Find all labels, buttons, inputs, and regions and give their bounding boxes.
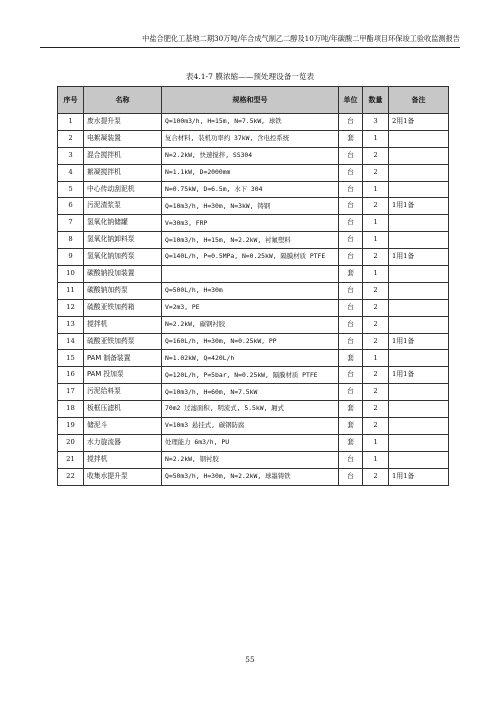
cell-name: 废水提升泵 [84,114,162,131]
table-row [58,333,449,350]
cell-name: 碳酸钠投加装置 [84,266,162,283]
cell-spec: N=2.2kW, 快速搅拌, SS304 [162,147,339,164]
cell-qty: 2 [363,282,389,299]
cell-name: 氢氧化钠卸料泵 [84,232,162,249]
cell-unit: 台 [339,333,363,350]
cell-index: 8 [58,232,84,249]
cell-spec: N=1.02kW, Q=420L/h [162,350,339,367]
cell-note [389,316,449,333]
cell-index: 2 [58,130,84,147]
table-row [58,130,449,147]
cell-name: 中心传动刮泥机 [84,181,162,198]
cell-unit: 台 [339,147,363,164]
table-row [58,468,449,485]
cell-name: 污泥渣浆泵 [84,198,162,215]
cell-qty: 2 [363,401,389,418]
cell-index: 9 [58,249,84,266]
cell-qty: 1 [363,181,389,198]
cell-name: 硫酸亚铁加药泵 [84,333,162,350]
cell-qty: 1 [363,215,389,232]
cell-name: 收集水提升泵 [84,468,162,485]
cell-unit: 台 [339,249,363,266]
cell-index: 11 [58,282,84,299]
cell-index: 4 [58,164,84,181]
cell-qty: 2 [363,198,389,215]
cell-index: 20 [58,434,84,451]
cell-name: 搅拌机 [84,451,162,468]
cell-unit: 台 [339,451,363,468]
cell-qty: 2 [363,147,389,164]
table-header-row [58,87,449,114]
cell-note [389,299,449,316]
cell-index: 15 [58,350,84,367]
cell-index: 19 [58,418,84,435]
cell-name: 污泥给料泵 [84,384,162,401]
cell-name: 碳酸钠加药泵 [84,282,162,299]
cell-spec: Q=160L/h, H=30m, N=0.25kW, PP [162,333,339,350]
cell-qty: 1 [363,451,389,468]
cell-qty: 2 [363,468,389,485]
cell-unit: 套 [339,266,363,283]
cell-qty: 1 [363,434,389,451]
cell-spec: Q=500L/h, H=30m [162,282,339,299]
header-spec: 规格和型号 [162,87,339,114]
cell-index: 5 [58,181,84,198]
cell-unit: 台 [339,181,363,198]
page-header: 中盐合肥化工基地二期30万吨/年合成气制乙二醇及10万吨/年碳酸二甲酯项目环保竣工验收监测报告 [142,34,460,43]
cell-name: 絮凝搅拌机 [84,164,162,181]
cell-unit: 台 [339,367,363,384]
cell-spec: Q=100m3/h, H=15m, N=7.5kW, 球铁 [162,114,339,131]
table-row [58,215,449,232]
cell-qty: 2 [363,299,389,316]
cell-qty: 2 [363,164,389,181]
cell-name: 氢氧化钠加药泵 [84,249,162,266]
cell-index: 21 [58,451,84,468]
cell-note: 1用1备 [389,249,449,266]
cell-name: PAM 投加泵 [84,367,162,384]
cell-note [389,181,449,198]
cell-index: 17 [58,384,84,401]
cell-unit: 套 [339,418,363,435]
cell-unit: 台 [339,316,363,333]
cell-index: 10 [58,266,84,283]
cell-index: 16 [58,367,84,384]
cell-note: 1用1备 [389,333,449,350]
cell-unit: 套 [339,434,363,451]
table-row [58,266,449,283]
table-row [58,147,449,164]
cell-name: PAM 制备装置 [84,350,162,367]
cell-qty: 2 [363,316,389,333]
cell-note [389,418,449,435]
cell-name: 氢氧化钠储罐 [84,215,162,232]
table-row [58,114,449,131]
header-name: 名称 [84,87,162,114]
cell-unit: 台 [339,384,363,401]
cell-qty: 3 [363,114,389,131]
cell-spec: N=2.2kW, 碳钢衬胶 [162,316,339,333]
table-row [58,418,449,435]
table-row [58,451,449,468]
cell-spec: Q=120L/h, P=5bar, N=0.25kW, 隔膜材质 PTFE [162,367,339,384]
cell-index: 3 [58,147,84,164]
cell-qty: 1 [363,130,389,147]
cell-name: 电絮凝装置 [84,130,162,147]
cell-name: 搅拌机 [84,316,162,333]
cell-index: 12 [58,299,84,316]
cell-index: 22 [58,468,84,485]
cell-note [389,384,449,401]
cell-unit: 套 [339,130,363,147]
cell-unit: 台 [339,164,363,181]
cell-note: 1用1备 [389,367,449,384]
cell-spec: V=2m3, PE [162,299,339,316]
cell-qty: 2 [363,418,389,435]
cell-note [389,451,449,468]
table-row [58,434,449,451]
cell-index: 14 [58,333,84,350]
equipment-table [57,86,449,486]
table-row [58,316,449,333]
cell-qty: 2 [363,367,389,384]
cell-note [389,164,449,181]
table-row [58,198,449,215]
table-row [58,164,449,181]
cell-qty: 2 [363,333,389,350]
cell-note: 2用1备 [389,114,449,131]
cell-note [389,350,449,367]
cell-qty: 1 [363,232,389,249]
header-divider [40,47,460,48]
table-row [58,384,449,401]
cell-note: 1用1备 [389,468,449,485]
table-row [58,367,449,384]
cell-name: 水力旋流器 [84,434,162,451]
cell-note [389,215,449,232]
header-note: 备注 [389,87,449,114]
cell-unit: 台 [339,198,363,215]
cell-note [389,282,449,299]
cell-unit: 台 [339,282,363,299]
table-row [58,350,449,367]
cell-qty: 1 [363,266,389,283]
cell-spec: Q=140L/h, P=0.5MPa, N=0.25kW, 隔膜材质 PTFE [162,249,339,266]
page-number: 55 [245,655,255,664]
cell-name: 混合搅拌机 [84,147,162,164]
cell-unit: 套 [339,350,363,367]
cell-unit: 台 [339,215,363,232]
header-index: 序号 [58,87,84,114]
cell-note: 1用1备 [389,198,449,215]
cell-index: 13 [58,316,84,333]
cell-note [389,266,449,283]
header-qty: 数量 [363,87,389,114]
cell-unit: 套 [339,401,363,418]
cell-spec: N=2.2kW, 钢衬胶 [162,451,339,468]
cell-note [389,434,449,451]
cell-qty: 2 [363,384,389,401]
cell-spec: Q=50m3/h, H=30m, N=2.2kW, 球墨铸铁 [162,468,339,485]
table-row [58,282,449,299]
cell-spec: Q=10m3/h, H=30m, N=3kW, 铸钢 [162,198,339,215]
table-body [58,114,449,486]
cell-spec: Q=10m3/h, H=60m, N=7.5kW [162,384,339,401]
table-row [58,249,449,266]
cell-index: 6 [58,198,84,215]
cell-note [389,232,449,249]
cell-spec: 70m2 过滤面积, 明流式, 5.5kW, 厢式 [162,401,339,418]
cell-qty: 1 [363,350,389,367]
cell-spec: 处理能力 6m3/h, PU [162,434,339,451]
cell-name: 硫酸亚铁加药箱 [84,299,162,316]
cell-spec: Q=10m3/h, H=15m, N=2.2kW, 衬氟塑料 [162,232,339,249]
cell-qty: 2 [363,249,389,266]
cell-unit: 台 [339,232,363,249]
cell-index: 7 [58,215,84,232]
cell-unit: 台 [339,114,363,131]
cell-spec: V=10m3 悬挂式, 碳钢防腐 [162,418,339,435]
cell-spec: 复合材料, 装机功率约 37kW, 含电控系统 [162,130,339,147]
table-caption: 表4.1-7 膜浓缩——预处理设备一览表 [185,72,315,81]
cell-unit: 台 [339,468,363,485]
cell-note [389,401,449,418]
cell-index: 1 [58,114,84,131]
cell-note [389,130,449,147]
header-unit: 单位 [339,87,363,114]
cell-index: 18 [58,401,84,418]
cell-spec [162,266,339,283]
cell-name: 板框压滤机 [84,401,162,418]
table-row [58,232,449,249]
table-row [58,401,449,418]
cell-note [389,147,449,164]
table-row [58,299,449,316]
cell-spec: N=1.1kW, D=2000mm [162,164,339,181]
cell-spec: V=30m3, FRP [162,215,339,232]
cell-unit: 台 [339,299,363,316]
cell-spec: N=0.75kW, D=6.5m, 水下 304 [162,181,339,198]
table-row [58,181,449,198]
cell-name: 储泥斗 [84,418,162,435]
